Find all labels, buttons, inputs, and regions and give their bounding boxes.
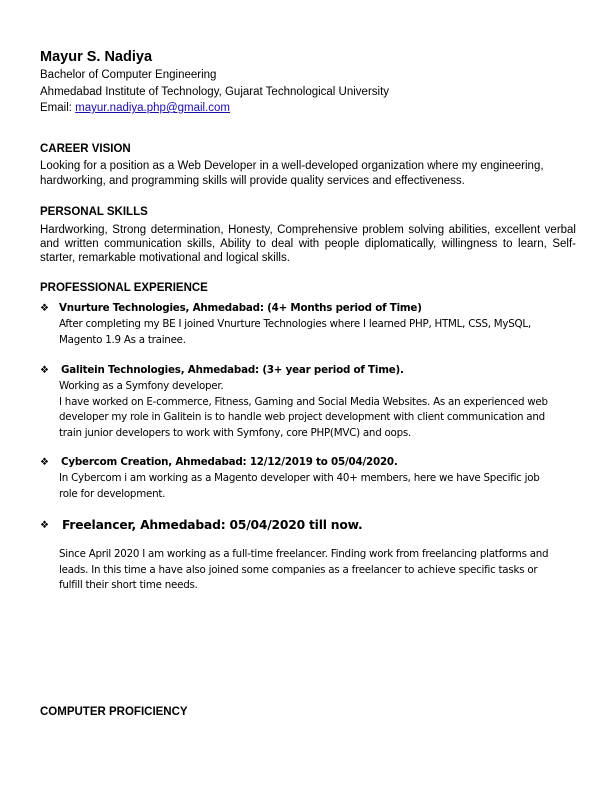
computer-proficiency-section — [40, 705, 576, 719]
experience-description — [59, 379, 579, 441]
personal-skills-section — [40, 205, 576, 265]
description-line: Magento 1.9 As a trainee. — [59, 333, 186, 346]
description-line: fulfill their short time needs. — [59, 579, 198, 591]
description-line: In Cybercom i am working as a Magento developer with 40+ members, here we have Specific job — [59, 472, 540, 484]
experience-description — [59, 317, 579, 348]
experience-title: Cybercom Creation, Ahmedabad: 12/12/2019 to 05/04/2020. — [61, 456, 398, 468]
institute: Ahmedabad Institute of Technology, Gujarat Technological University — [40, 85, 390, 98]
email-label: Email: — [40, 102, 76, 114]
experience-section — [40, 281, 576, 295]
description-line: After completing my BE I joined Vnurture Technologies where I learned PHP, HTML, CSS, MySQL, — [59, 318, 531, 330]
section-heading: COMPUTER PROFICIENCY — [40, 706, 188, 718]
diamond-bullet-icon: ❖ — [40, 457, 49, 468]
section-heading: CAREER VISION — [40, 143, 131, 155]
description-line: role for development. — [59, 487, 166, 500]
description-line: train junior developers to work with Symfony, core PHP(MVC) and oops. — [59, 426, 412, 439]
diamond-bullet-icon: ❖ — [40, 365, 49, 376]
section-heading: PROFESSIONAL EXPERIENCE — [40, 282, 208, 294]
section-heading: PERSONAL SKILLS — [40, 206, 148, 218]
description-line: I have worked on E-commerce, Fitness, Gaming and Social Media Websites. As an experienced web — [59, 395, 548, 408]
personal-skills-text: Hardworking, Strong determination, Honesty, Comprehensive problem solving abilities, excellent verbal and written communication skills, Ability to deal with people diplomatically, willingness to learn, Self-starter, remarkable motivational and logical skills. — [40, 224, 576, 264]
diamond-bullet-icon: ❖ — [40, 303, 49, 314]
experience-title: Vnurture Technologies, Ahmedabad: (4+ Months period of Time) — [59, 302, 422, 314]
resume-header — [40, 48, 576, 117]
career-vision-section — [40, 142, 576, 188]
degree: Bachelor of Computer Engineering — [40, 69, 217, 81]
description-line: leads. In this time a have also joined some companies as a freelancer to achieve specific tasks or — [59, 563, 538, 576]
candidate-name: Mayur S. Nadiya — [40, 49, 153, 65]
description-line: Working as a Symfony developer. — [59, 380, 224, 392]
career-vision-text: Looking for a position as a Web Developer in a well-developed organization where my engineering, hardworking, and programming skills will provide quality services and effectiveness. — [40, 160, 544, 187]
experience-title: Freelancer, Ahmedabad: 05/04/2020 till now. — [62, 518, 363, 532]
experience-description — [59, 547, 579, 594]
diamond-bullet-icon: ❖ — [40, 520, 49, 531]
email-line — [40, 100, 576, 117]
description-line: Since April 2020 I am working as a full-time freelancer. Finding work from freelancing platforms and — [59, 548, 549, 560]
experience-title: Galitein Technologies, Ahmedabad: (3+ year period of Time). — [61, 364, 404, 376]
description-line: developer my role in Galitein is to handle web project development with client communication and — [59, 411, 545, 423]
email-link[interactable]: mayur.nadiya.php@gmail.com — [75, 102, 231, 114]
experience-description — [59, 471, 579, 502]
